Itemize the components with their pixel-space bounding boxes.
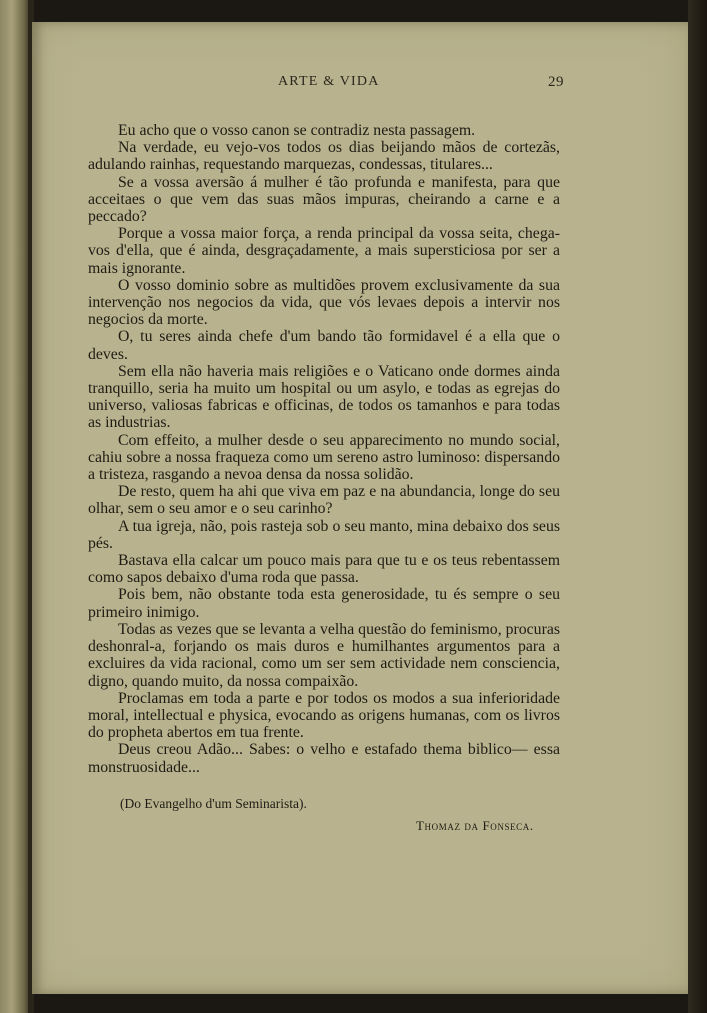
source-note: (Do Evangelho d'um Seminarista). xyxy=(120,796,307,811)
book-page xyxy=(32,22,688,994)
paragraph: Proclamas em toda a parte e por todos os modos a sua inferioridade moral, intellectual e physica, evocando as origens humanas, com os livros do propheta abertos em tua frente. xyxy=(88,689,560,742)
paragraph: Porque a vossa maior força, a renda principal da vossa seita, chega-vos d'ella, que é ainda, desgraçadamente, a mais supersticiosa por ser a mais ignorante. xyxy=(88,225,560,277)
page-number: 29 xyxy=(548,74,564,90)
paragraph: Deus creou Adão... Sabes: o velho e estafado thema biblico— essa monstruosidade... xyxy=(88,741,560,776)
paragraph: Com effeito, a mulher desde o seu apparecimento no mundo social, cahiu sobre a nossa fraqueza como um sereno astro luminoso: dispersando a tristeza, rasgando a nevoa densa da nossa solidão. xyxy=(88,431,560,484)
paragraph: Todas as vezes que se levanta a velha questão do feminismo, procuras deshonral-a, forjando os mais duros e humilhantes argumentos para a excluires da vida racional, como um ser sem actividade nem consciencia, digno, quando muito, da nossa compaixão. xyxy=(88,620,560,690)
paragraph: Sem ella não haveria mais religiões e o Vaticano onde dormes ainda tranquillo, seria ha muito um hospital ou um asylo, e todas as egrejas do universo, valiosas fabricas e officinas, de todos os tamanhos e para todas as industrias. xyxy=(88,362,560,432)
scan-background-edge xyxy=(688,0,707,1013)
paragraph: Na verdade, eu vejo-vos todos os dias beijando mãos de cortezãs, adulando rainhas, requestando marquezas, condessas, titulares... xyxy=(88,139,560,174)
body-text xyxy=(88,122,560,776)
paragraph: Pois bem, não obstante toda esta generosidade, tu és sempre o seu primeiro inimigo. xyxy=(88,586,560,621)
running-title: ARTE & VIDA xyxy=(278,74,380,89)
paragraph: O, tu seres ainda chefe d'um bando tão formidavel é a ella que o deves. xyxy=(88,328,560,363)
author-signature: Thomaz da Fonseca. xyxy=(416,818,534,833)
paragraph: A tua igreja, não, pois rasteja sob o seu manto, mina debaixo dos seus pés. xyxy=(88,517,560,552)
paragraph: O vosso dominio sobre as multidões provem exclusivamente da sua intervenção nos negocios da vida, que vós levaes depois a intervir nos negocios da morte. xyxy=(88,276,560,329)
paragraph: Bastava ella calcar um pouco mais para que tu e os teus rebentassem como sapos debaixo d'uma roda que passa. xyxy=(88,552,560,587)
paragraph: De resto, quem ha ahi que viva em paz e na abundancia, longe do seu olhar, sem o seu amor e o seu carinho? xyxy=(88,483,560,518)
paragraph: Se a vossa aversão á mulher é tão profunda e manifesta, para que acceitaes o que vem das suas mãos impuras, cheirando a carne e a peccado? xyxy=(88,173,560,226)
paragraph: Eu acho que o vosso canon se contradiz nesta passagem. xyxy=(118,122,476,139)
adjacent-page-edge xyxy=(0,0,30,1013)
